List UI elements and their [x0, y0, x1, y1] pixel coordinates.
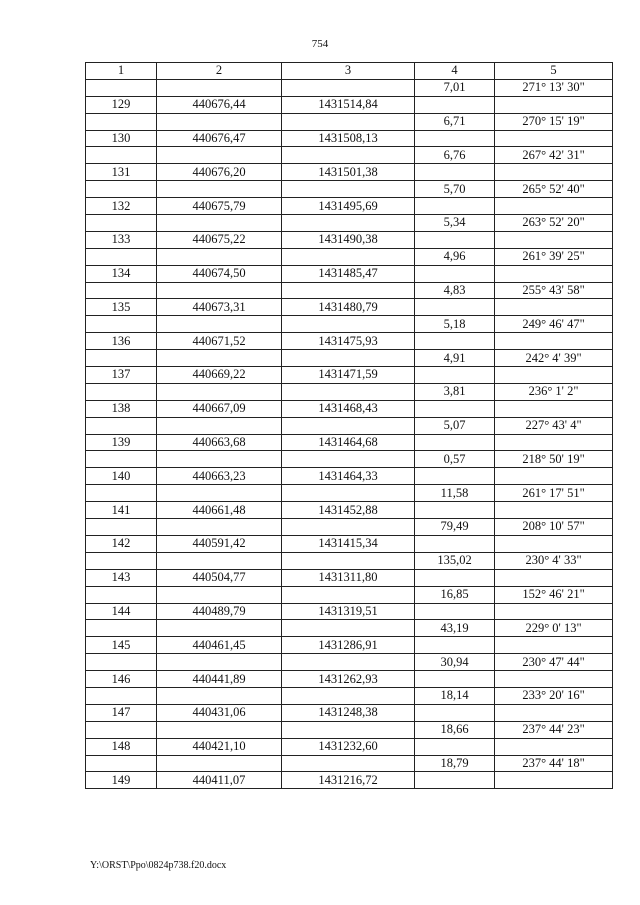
table-cell: 440673,31	[157, 299, 282, 316]
table-cell: 132	[86, 198, 157, 215]
table-cell	[157, 316, 282, 333]
table-cell	[495, 333, 613, 350]
table-cell	[495, 569, 613, 586]
table-cell: 138	[86, 400, 157, 417]
table-cell: 43,19	[415, 620, 495, 637]
table-cell: 440489,79	[157, 603, 282, 620]
table-cell	[415, 164, 495, 181]
table-cell: 208° 10' 57"	[495, 519, 613, 536]
table-cell	[86, 451, 157, 468]
table-cell: 146	[86, 671, 157, 688]
table-row	[86, 113, 613, 130]
table-cell	[86, 147, 157, 164]
table-cell: 440663,68	[157, 434, 282, 451]
table-cell: 136	[86, 333, 157, 350]
table-cell: 440674,50	[157, 265, 282, 282]
table-cell	[495, 231, 613, 248]
table-cell	[415, 569, 495, 586]
table-cell	[86, 350, 157, 367]
table-cell	[415, 671, 495, 688]
table-cell	[157, 451, 282, 468]
table-cell: 1431248,38	[282, 704, 415, 721]
table-cell	[495, 299, 613, 316]
table-cell	[157, 282, 282, 299]
table-cell: 267° 42' 31"	[495, 147, 613, 164]
table-cell: 148	[86, 738, 157, 755]
table-cell: 11,58	[415, 485, 495, 502]
table-cell	[495, 637, 613, 654]
table-cell: 440663,23	[157, 468, 282, 485]
table-cell: 1431490,38	[282, 231, 415, 248]
table-cell: 1431508,13	[282, 130, 415, 147]
table-cell	[282, 586, 415, 603]
table-cell: 140	[86, 468, 157, 485]
table-cell: 440441,89	[157, 671, 282, 688]
table-cell: 1431471,59	[282, 367, 415, 384]
table-row	[86, 383, 613, 400]
table-cell	[157, 586, 282, 603]
table-cell	[415, 198, 495, 215]
table-cell: 18,79	[415, 755, 495, 772]
table-row	[86, 434, 613, 451]
table-cell	[282, 147, 415, 164]
table-cell: 18,66	[415, 721, 495, 738]
table-cell	[157, 350, 282, 367]
table-row	[86, 282, 613, 299]
table-row	[86, 738, 613, 755]
table-cell	[282, 316, 415, 333]
table-cell: 227° 43' 4"	[495, 417, 613, 434]
table-cell	[157, 620, 282, 637]
table-cell: 237° 44' 18"	[495, 755, 613, 772]
table-cell	[86, 687, 157, 704]
table-cell	[86, 383, 157, 400]
table-cell: 3,81	[415, 383, 495, 400]
table-cell	[282, 417, 415, 434]
table-cell: 440669,22	[157, 367, 282, 384]
table-cell	[86, 417, 157, 434]
table-cell	[157, 485, 282, 502]
table-cell	[157, 181, 282, 198]
table-cell	[86, 586, 157, 603]
table-cell	[282, 687, 415, 704]
table-cell: 1431232,60	[282, 738, 415, 755]
table-row	[86, 502, 613, 519]
table-cell	[282, 113, 415, 130]
table-cell: 145	[86, 637, 157, 654]
page-number: 754	[311, 38, 329, 50]
table-cell	[86, 215, 157, 232]
table-row	[86, 535, 613, 552]
table-cell: 18,14	[415, 687, 495, 704]
table-row	[86, 417, 613, 434]
table-cell: 1431286,91	[282, 637, 415, 654]
table-cell	[495, 198, 613, 215]
table-cell: 1431311,80	[282, 569, 415, 586]
table-cell	[86, 755, 157, 772]
table-cell: 233° 20' 16"	[495, 687, 613, 704]
table-cell	[495, 502, 613, 519]
table-cell: 30,94	[415, 654, 495, 671]
table-cell: 137	[86, 367, 157, 384]
table-row	[86, 215, 613, 232]
table-row	[86, 687, 613, 704]
table-row	[86, 130, 613, 147]
table-cell	[282, 485, 415, 502]
table-cell: 261° 39' 25"	[495, 248, 613, 265]
table-row	[86, 265, 613, 282]
table-row	[86, 164, 613, 181]
table-cell	[495, 671, 613, 688]
table-cell	[157, 79, 282, 96]
table-row	[86, 704, 613, 721]
table-cell	[415, 738, 495, 755]
table-cell: 144	[86, 603, 157, 620]
table-cell	[282, 721, 415, 738]
column-header: 1	[86, 63, 157, 80]
table-cell: 440671,52	[157, 333, 282, 350]
table-cell	[495, 738, 613, 755]
table-cell: 1431452,88	[282, 502, 415, 519]
column-header: 2	[157, 63, 282, 80]
table-row	[86, 147, 613, 164]
table-cell: 5,70	[415, 181, 495, 198]
table-cell: 1431514,84	[282, 96, 415, 113]
table-row	[86, 299, 613, 316]
table-cell: 142	[86, 535, 157, 552]
table-cell	[415, 434, 495, 451]
table-row	[86, 248, 613, 265]
table-cell	[157, 552, 282, 569]
table-cell	[282, 215, 415, 232]
table-row	[86, 79, 613, 96]
table-cell	[495, 603, 613, 620]
table-cell	[415, 535, 495, 552]
table-cell	[86, 181, 157, 198]
table-row	[86, 569, 613, 586]
table-cell	[282, 620, 415, 637]
table-cell: 135,02	[415, 552, 495, 569]
column-header: 4	[415, 63, 495, 80]
table-cell	[282, 552, 415, 569]
table-cell: 271° 13' 30"	[495, 79, 613, 96]
table-cell	[157, 147, 282, 164]
table-cell: 255° 43' 58"	[495, 282, 613, 299]
table-cell: 6,71	[415, 113, 495, 130]
table-row	[86, 231, 613, 248]
table-cell: 440591,42	[157, 535, 282, 552]
table-row	[86, 468, 613, 485]
table-cell: 130	[86, 130, 157, 147]
table-cell	[86, 620, 157, 637]
table-cell	[86, 79, 157, 96]
table-cell	[282, 519, 415, 536]
table-cell: 1431475,93	[282, 333, 415, 350]
table-cell	[282, 248, 415, 265]
table-cell	[157, 755, 282, 772]
table-cell	[282, 282, 415, 299]
column-header: 5	[495, 63, 613, 80]
table-cell	[495, 96, 613, 113]
table-cell	[495, 164, 613, 181]
table-cell: 440676,47	[157, 130, 282, 147]
table-cell: 270° 15' 19"	[495, 113, 613, 130]
table-cell: 135	[86, 299, 157, 316]
table-cell: 1431464,33	[282, 468, 415, 485]
table-row	[86, 400, 613, 417]
table-cell: 143	[86, 569, 157, 586]
table-cell: 129	[86, 96, 157, 113]
table-cell	[495, 434, 613, 451]
table-row	[86, 316, 613, 333]
table-cell: 440411,07	[157, 772, 282, 789]
table-cell: 7,01	[415, 79, 495, 96]
table-cell: 1431464,68	[282, 434, 415, 451]
table-cell	[86, 282, 157, 299]
table-row	[86, 485, 613, 502]
footer-file-path: Y:\ORST\Ppo\0824p738.f20.docx	[90, 860, 227, 871]
table-cell: 131	[86, 164, 157, 181]
table-cell: 440421,10	[157, 738, 282, 755]
table-cell: 261° 17' 51"	[495, 485, 613, 502]
table-cell	[157, 654, 282, 671]
table-cell: 440431,06	[157, 704, 282, 721]
table-cell: 1431319,51	[282, 603, 415, 620]
table-cell	[495, 265, 613, 282]
table-row	[86, 586, 613, 603]
table-cell: 1431262,93	[282, 671, 415, 688]
table-row	[86, 198, 613, 215]
table-cell	[157, 417, 282, 434]
table-row	[86, 519, 613, 536]
table-cell	[495, 367, 613, 384]
table-cell	[282, 350, 415, 367]
table-cell	[495, 130, 613, 147]
table-cell	[282, 654, 415, 671]
table-cell	[157, 383, 282, 400]
table-row	[86, 671, 613, 688]
table-cell	[282, 755, 415, 772]
column-header: 3	[282, 63, 415, 80]
table-cell	[282, 383, 415, 400]
table-cell	[415, 637, 495, 654]
table-cell: 0,57	[415, 451, 495, 468]
table-row	[86, 772, 613, 789]
table-cell	[157, 721, 282, 738]
table-cell: 149	[86, 772, 157, 789]
table-row	[86, 620, 613, 637]
table-cell	[282, 181, 415, 198]
table-cell: 229° 0' 13"	[495, 620, 613, 637]
table-cell: 265° 52' 40"	[495, 181, 613, 198]
table-cell: 1431480,79	[282, 299, 415, 316]
table-cell: 4,96	[415, 248, 495, 265]
table-cell: 440504,77	[157, 569, 282, 586]
table-cell	[415, 704, 495, 721]
table-row	[86, 333, 613, 350]
table-cell: 236° 1' 2"	[495, 383, 613, 400]
table-cell	[415, 468, 495, 485]
table-cell: 5,34	[415, 215, 495, 232]
table-row	[86, 637, 613, 654]
table-cell: 5,07	[415, 417, 495, 434]
table-cell	[415, 96, 495, 113]
table-row	[86, 350, 613, 367]
table-cell	[415, 367, 495, 384]
table-cell: 139	[86, 434, 157, 451]
table-cell: 440675,79	[157, 198, 282, 215]
table-cell: 440661,48	[157, 502, 282, 519]
table-cell: 1431216,72	[282, 772, 415, 789]
table-cell: 141	[86, 502, 157, 519]
table-cell: 218° 50' 19"	[495, 451, 613, 468]
table-cell: 152° 46' 21"	[495, 586, 613, 603]
table-cell: 230° 47' 44"	[495, 654, 613, 671]
table-cell	[495, 468, 613, 485]
table-cell: 440667,09	[157, 400, 282, 417]
table-cell: 79,49	[415, 519, 495, 536]
table-cell	[415, 502, 495, 519]
table-row	[86, 755, 613, 772]
table-cell	[86, 113, 157, 130]
table-cell	[86, 721, 157, 738]
table-cell: 1431501,38	[282, 164, 415, 181]
table-cell	[415, 265, 495, 282]
table-cell	[157, 687, 282, 704]
table-cell	[495, 704, 613, 721]
table-cell	[157, 519, 282, 536]
table-cell	[157, 215, 282, 232]
table-cell	[415, 772, 495, 789]
table-cell	[415, 130, 495, 147]
table-cell: 242° 4' 39"	[495, 350, 613, 367]
table-cell: 4,83	[415, 282, 495, 299]
table-body	[86, 79, 613, 788]
table-cell: 4,91	[415, 350, 495, 367]
table-cell: 440675,22	[157, 231, 282, 248]
table-cell	[282, 451, 415, 468]
table-cell: 263° 52' 20"	[495, 215, 613, 232]
table-row	[86, 451, 613, 468]
table-cell	[415, 400, 495, 417]
table-cell	[157, 113, 282, 130]
table-row	[86, 181, 613, 198]
table-cell: 1431468,43	[282, 400, 415, 417]
table-row	[86, 96, 613, 113]
table-cell	[495, 400, 613, 417]
table-cell: 6,76	[415, 147, 495, 164]
table-row	[86, 367, 613, 384]
table-cell	[86, 654, 157, 671]
table-cell	[282, 79, 415, 96]
table-row	[86, 721, 613, 738]
table-row	[86, 603, 613, 620]
table-cell	[86, 316, 157, 333]
table-cell	[495, 535, 613, 552]
table-row	[86, 552, 613, 569]
table-cell	[415, 299, 495, 316]
table-cell	[86, 519, 157, 536]
table-cell	[86, 248, 157, 265]
table-cell: 1431415,34	[282, 535, 415, 552]
table-row	[86, 654, 613, 671]
table-header-row	[86, 63, 613, 80]
table-cell: 1431485,47	[282, 265, 415, 282]
table-cell	[86, 552, 157, 569]
table-cell: 237° 44' 23"	[495, 721, 613, 738]
table-cell: 230° 4' 33"	[495, 552, 613, 569]
table-cell: 133	[86, 231, 157, 248]
table-cell: 440461,45	[157, 637, 282, 654]
table-cell	[415, 231, 495, 248]
table-cell: 5,18	[415, 316, 495, 333]
table-cell	[415, 603, 495, 620]
table-cell	[157, 248, 282, 265]
table-cell: 16,85	[415, 586, 495, 603]
table-cell: 249° 46' 47"	[495, 316, 613, 333]
table-cell: 440676,20	[157, 164, 282, 181]
coordinates-table	[85, 62, 613, 789]
table-cell	[495, 772, 613, 789]
table-cell: 1431495,69	[282, 198, 415, 215]
table-cell	[86, 485, 157, 502]
table-cell: 134	[86, 265, 157, 282]
table-cell: 147	[86, 704, 157, 721]
table-cell	[415, 333, 495, 350]
table-cell: 440676,44	[157, 96, 282, 113]
